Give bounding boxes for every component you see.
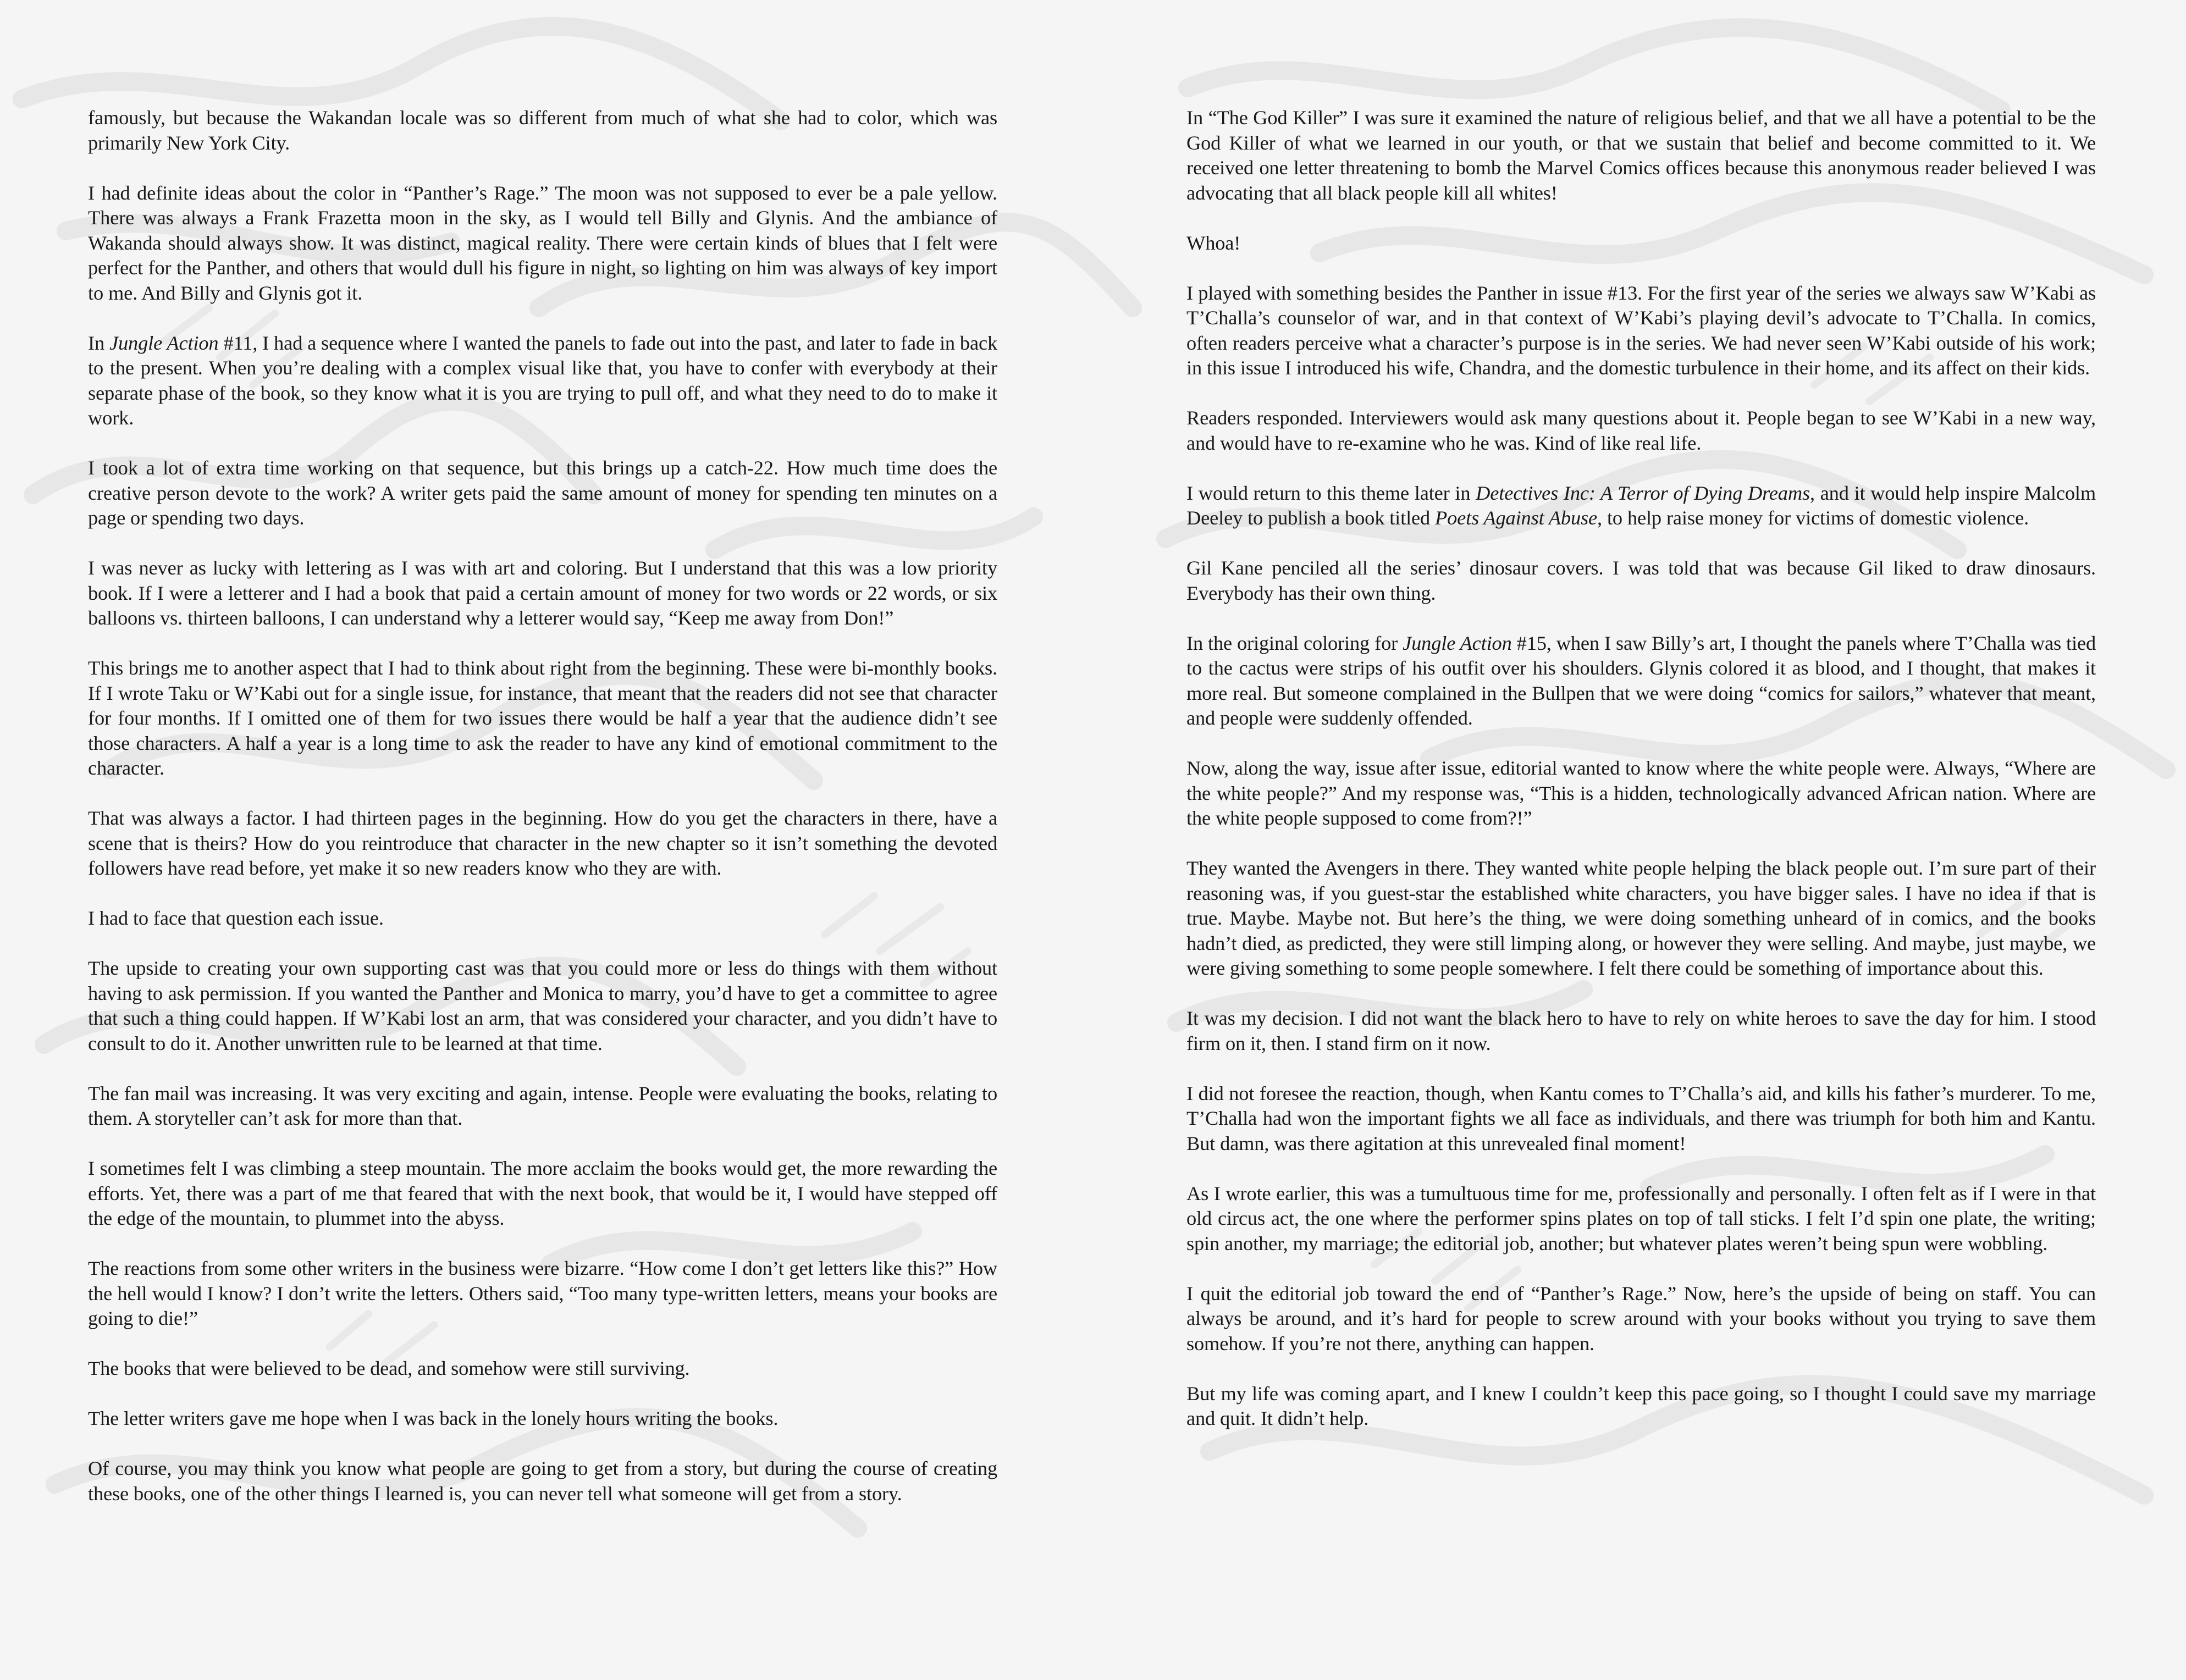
- paragraph: [1186, 1006, 2096, 1056]
- paragraph: [1186, 556, 2096, 606]
- text-run: I had to face that question each issue.: [88, 907, 384, 929]
- paragraph: [1186, 1281, 2096, 1357]
- text-run: In “The God Killer” I was sure it examined the nature of religious belief, and that we all have a potential to be the God Killer of what we learned in our youth, or that we sustain that belief and become committed to it. We received one letter threatening to bomb the Marvel Comics offices because this anonymous reader believed I was advocating that all black people kill all whites!: [1186, 107, 2096, 204]
- text-run: I would return to this theme later in: [1186, 482, 1476, 504]
- text-run: I played with something besides the Panther in issue #13. For the first year of the series we always saw W’Kabi as T’Challa’s counselor of war, and in that context of W’Kabi’s playing devil’s advocate to T’Challa. In comics, often readers perceive what a character’s purpose is in the series. We had never seen W’Kabi outside of his work; in this issue I introduced his wife, Chandra, and the domestic turbulence in their home, and its affect on their kids.: [1186, 281, 2096, 379]
- paragraph: [88, 956, 997, 1056]
- title-italic: Jungle Action: [109, 331, 219, 354]
- text-run: I did not foresee the reaction, though, when Kantu comes to T’Challa’s aid, and kills his father’s murderer. To me, T’Challa had won the important fights we all face as individuals, and there was triumph for both him and Kantu. But damn, was there agitation at this unrevealed final moment!: [1186, 1082, 2096, 1154]
- text-run: Of course, you may think you know what people are going to get from a story, but during the course of creating these books, one of the other things I learned is, you can never tell what someone will get from a story.: [88, 1457, 997, 1505]
- paragraph: [1186, 756, 2096, 831]
- paragraph: [88, 556, 997, 631]
- text-run: famously, but because the Wakandan locale was so different from much of what she had to color, which was primarily New York City.: [88, 107, 997, 154]
- paragraph: [1186, 1381, 2096, 1432]
- text-run: I quit the editorial job toward the end of “Panther’s Rage.” Now, here’s the upside of being on staff. You can always be around, and it’s hard for people to screw around with your books without you trying to save them somehow. If you’re not there, anything can happen.: [1186, 1282, 2096, 1355]
- text-run: The books that were believed to be dead, and somehow were still surviving.: [88, 1357, 690, 1379]
- text-run: As I wrote earlier, this was a tumultuous time for me, professionally and personally. I often felt as if I were in that old circus act, the one where the performer spins plates on top of tall sticks. I felt I’d spin one plate, the writing; spin another, my marriage; the editorial job, another; but whatever plates weren’t being spun were wobbling.: [1186, 1182, 2096, 1255]
- text-run: The fan mail was increasing. It was very exciting and again, intense. People were evaluating the books, relating to them. A storyteller can’t ask for more than that.: [88, 1082, 997, 1129]
- text-run: Gil Kane penciled all the series’ dinosaur covers. I was told that was because Gil liked to draw dinosaurs. Everybody has their own thing.: [1186, 557, 2096, 604]
- text-run: , to help raise money for victims of domestic violence.: [1597, 507, 2029, 529]
- title-italic: Detectives Inc: A Terror of Dying Dreams: [1476, 482, 1810, 504]
- paragraph: [1186, 481, 2096, 531]
- paragraph: [88, 456, 997, 531]
- paragraph: [88, 1156, 997, 1231]
- paragraph: [1186, 1081, 2096, 1157]
- paragraph: [88, 906, 997, 931]
- paragraph: [88, 1256, 997, 1331]
- text-run: They wanted the Avengers in there. They wanted white people helping the black people out. I’m sure part of their reasoning was, if you guest-star the established white characters, you have bigger sales. I have no idea if that is true. Maybe. Maybe not. But here’s the thing, we were doing something unheard of in comics, and the books hadn’t died, as predicted, they were still limping along, or however they were selling. And maybe, just maybe, we were giving something to some people somewhere. I felt there could be something of importance about this.: [1186, 857, 2096, 979]
- text-run: It was my decision. I did not want the black hero to have to rely on white heroes to save the day for him. I stood firm on it, then. I stand firm on it now.: [1186, 1007, 2096, 1054]
- paragraph: [88, 1406, 997, 1432]
- paragraph: [88, 331, 997, 431]
- text-run: #11, I had a sequence where I wanted the panels to fade out into the past, and later to fade in back to the present. When you’re dealing with a complex visual like that, you have to confer with everybody at their separate phase of the book, so they know what it is you are trying to pull off, and what they need to do to make it work.: [88, 331, 998, 429]
- text-run: That was always a factor. I had thirteen pages in the beginning. How do you get the characters in there, have a scene that is theirs? How do you reintroduce that character in the new chapter so it isn’t something the devoted followers have read before, yet make it so new readers know who they are with.: [88, 807, 997, 879]
- title-italic: Jungle Action: [1403, 632, 1512, 654]
- paragraph: [1186, 856, 2096, 981]
- paragraph: [1186, 406, 2096, 456]
- text-run: But my life was coming apart, and I knew I couldn’t keep this pace going, so I thought I could save my marriage and quit. It didn’t help.: [1186, 1382, 2096, 1429]
- paragraph: [88, 1356, 997, 1381]
- paragraph: [88, 106, 997, 156]
- text-run: Readers responded. Interviewers would ask many questions about it. People began to see W’Kabi in a new way, and would have to re-examine who he was. Kind of like real life.: [1186, 407, 2096, 454]
- paragraph: [1186, 106, 2096, 206]
- text-run: I was never as lucky with lettering as I was with art and coloring. But I understand that this was a low priority book. If I were a letterer and I had a book that paid a certain amount of money for two words or 22 words, or six balloons vs. thirteen balloons, I can understand why a letterer would say, “Keep me away from Don!”: [88, 557, 997, 629]
- text-run: I took a lot of extra time working on that sequence, but this brings up a catch-22. How much time does the creative person devote to the work? A writer gets paid the same amount of money for spending ten minutes on a page or spending two days.: [88, 457, 997, 529]
- text-run: I had definite ideas about the color in “Panther’s Rage.” The moon was not supposed to ever be a pale yellow. There was always a Frank Frazetta moon in the sky, as I would tell Billy and Glynis. And the ambiance of Wakanda should always show. It was distinct, magical reality. There were certain kinds of blues that I felt were perfect for the Panther, and others that would dull his figure in night, so lighting on him was always of key import to me. And Billy and Glynis got it.: [88, 181, 997, 304]
- paragraph: [1186, 281, 2096, 381]
- text-run: The upside to creating your own supporting cast was that you could more or less do things with them without having to ask permission. If you wanted the Panther and Monica to marry, you’d have to get a committee to agree that such a thing could happen. If W’Kabi lost an arm, that was considered your character, and you didn’t have to consult to do it. Another unwritten rule to be learned at that time.: [88, 957, 997, 1054]
- paragraph: [88, 656, 997, 781]
- text-run: Now, along the way, issue after issue, editorial wanted to know where the white people were. Always, “Where are the white people?” And my response was, “This is a hidden, technologically advanced African nation. Where are the white people supposed to come from?!”: [1186, 757, 2096, 829]
- right-page-text: [1186, 106, 2096, 1456]
- text-run: I sometimes felt I was climbing a steep mountain. The more acclaim the books would get, the more rewarding the efforts. Yet, there was a part of me that feared that with the next book, that would be it, I would have stepped off the edge of the mountain, to plummet into the abyss.: [88, 1157, 997, 1229]
- paragraph: [1186, 231, 2096, 256]
- text-run: The reactions from some other writers in the business were bizarre. “How come I don’t get letters like this?” How the hell would I know? I don’t write the letters. Others said, “Too many type-written letters, means your books are going to die!”: [88, 1257, 997, 1329]
- paragraph: [1186, 1181, 2096, 1257]
- paragraph: [1186, 631, 2096, 731]
- text-run: The letter writers gave me hope when I was back in the lonely hours writing the books.: [88, 1407, 779, 1429]
- paragraph: [88, 1081, 997, 1131]
- title-italic: Poets Against Abuse: [1435, 507, 1598, 529]
- text-run: In: [88, 331, 109, 354]
- paragraph: [88, 1456, 997, 1506]
- text-run: This brings me to another aspect that I had to think about right from the beginning. These were bi-monthly books. If I wrote Taku or W’Kabi out for a single issue, for instance, that meant that the readers did not see that character for four months. If I omitted one of them for two issues there would be half a year that the audience didn’t see those characters. A half a year is a long time to ask the reader to have any kind of emotional commitment to the character.: [88, 657, 997, 779]
- paragraph: [88, 181, 997, 306]
- text-run: In the original coloring for: [1186, 632, 1403, 654]
- left-page-text: [88, 106, 997, 1532]
- text-run: #15, when I saw Billy’s art, I thought the panels where T’Challa was tied to the cactus were strips of his outfit over his shoulders. Glynis colored it as blood, and I thought, that makes it more real. But someone complained in the Bullpen that we were doing “comics for sailors,” whatever that meant, and people were suddenly offended.: [1186, 632, 2096, 729]
- paragraph: [88, 806, 997, 881]
- text-run: , and it would help inspire Malcolm Deeley to publish a book titled: [1186, 482, 2096, 529]
- text-run: Whoa!: [1186, 231, 1241, 254]
